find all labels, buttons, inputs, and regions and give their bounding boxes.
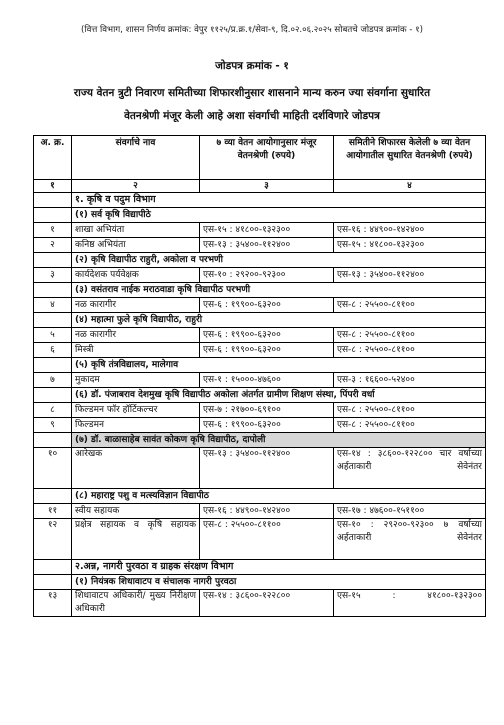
subsection-heading: (२) कृषि विद्यापीठ राहुरी, अकोला व परभणी: [72, 253, 486, 268]
cell-revised-pay-scale: एस-८ : २५५००-८११००: [334, 298, 486, 313]
subsection-heading-row: [34, 433, 486, 448]
pay-scale-table: [33, 135, 486, 617]
cell-blank: [34, 253, 72, 268]
cell-7th-pay-scale: एस-६ : १९९००-६३२००: [200, 298, 334, 313]
cell-7th-pay-scale: एस-१५ : ४१८००-१३२३००: [200, 223, 334, 238]
cell-serial: ९: [34, 418, 72, 433]
cell-cadre-name: मुकादम: [72, 373, 200, 388]
cell-blank: [34, 433, 72, 448]
cell-blank: [34, 193, 72, 208]
section-heading-row: [34, 193, 486, 208]
cell-revised-pay-scale: एस-८ : २५५००-८११००: [334, 328, 486, 343]
cell-cadre-name: नळ कारागीर: [72, 328, 200, 343]
subsection-heading-row: [34, 358, 486, 373]
section-heading: २.अन्न, नागरी पुरवठा व ग्राहक संरक्षण विभाग: [72, 560, 486, 575]
cell-serial: १२: [34, 519, 72, 560]
cell-7th-pay-scale: एस-१० : २९२००-९२३००: [200, 268, 334, 283]
table-header-row: [34, 136, 486, 180]
cell-cadre-name: नळ कारागीर: [72, 298, 200, 313]
subsection-heading-row: [34, 253, 486, 268]
cell-cadre-name: मिस्त्री: [72, 343, 200, 358]
document-title: [14, 82, 490, 128]
column-number: ३: [200, 180, 334, 193]
subsection-heading: (६) डॉ. पंजाबराव देशमुख कृषि विद्यापीठ अकोला अंतर्गत ग्रामीण शिक्षण संस्था, पिंपरी वर्धा: [72, 388, 486, 403]
table-row: [34, 448, 486, 489]
column-number-row: [34, 180, 486, 193]
section-heading: १. कृषि व पदुम विभाग: [72, 193, 486, 208]
cell-serial: १३: [34, 590, 72, 617]
table-row: [34, 590, 486, 617]
subsection-heading-row: [34, 575, 486, 590]
table-row: [34, 403, 486, 418]
section-heading-row: [34, 560, 486, 575]
cell-7th-pay-scale: एस-६ : १९९००-६३२००: [200, 328, 334, 343]
cell-cadre-name: फिल्डमन: [72, 418, 200, 433]
subsection-heading-row: [34, 208, 486, 223]
cell-blank: [34, 575, 72, 590]
table-row: [34, 328, 486, 343]
cell-cadre-name: कनिष्ठ अभियंता: [72, 238, 200, 253]
cell-blank: [34, 208, 72, 223]
cell-cadre-name: आरेखक: [72, 448, 200, 489]
subsection-heading-row: [34, 283, 486, 298]
annexure-title: जोडपत्र क्रमांक - १: [215, 60, 289, 72]
subsection-heading: (३) वसंतराव नाईक मराठवाडा कृषि विद्यापीठ परभणी: [72, 283, 486, 298]
header-revised-pay-scale: समितीने शिफारस केलेली ७ व्या वेतन आयोगातील सुधारित वेतनश्रेणी (रुपये): [334, 136, 486, 180]
cell-revised-pay-scale: एस-८ : २५५००-८११००: [334, 403, 486, 418]
cell-revised-pay-scale: एस-१७ : ४७६००-१५११००: [334, 504, 486, 519]
column-number: २: [72, 180, 200, 193]
cell-revised-pay-scale: एस-८ : २५५००-८११००: [334, 418, 486, 433]
gr-reference-line: (वित्त विभाग, शासन निर्णय क्रमांक: वेपुर ११२५/प्र.क्र.१/सेवा-९, दि.०२.०६.२०२५ सोबतचे जोडपत्र क्रमांक - १): [81, 25, 423, 35]
column-number: १: [34, 180, 72, 193]
cell-cadre-name: स्वीय सहायक: [72, 504, 200, 519]
cell-blank: [34, 489, 72, 504]
subsection-heading: (५) कृषि तंत्रविद्यालय, मालेगाव: [72, 358, 486, 373]
table-row: [34, 373, 486, 388]
cell-7th-pay-scale: एस-६ : १९९००-६३२००: [200, 343, 334, 358]
header-serial: अ. क्र.: [34, 136, 72, 180]
cell-serial: ११: [34, 504, 72, 519]
subsection-heading: (१) सर्व कृषि विद्यापीठे: [72, 208, 486, 223]
cell-7th-pay-scale: एस-६ : १९९००-६३२००: [200, 418, 334, 433]
cell-revised-pay-scale: एस-१६ : ४४९००-१४२४००: [334, 223, 486, 238]
cell-cadre-name: शाखा अभियंता: [72, 223, 200, 238]
subsection-heading: (८) महाराष्ट्र पशु व मत्स्यविज्ञान विद्यापीठ: [72, 489, 486, 504]
header-7th-pay-scale: ७ व्या वेतन आयोगानुसार मंजूर वेतनश्रेणी (रुपये): [200, 136, 334, 180]
cell-serial: २: [34, 238, 72, 253]
cell-7th-pay-scale: एस-१६ : ४४९००-१४२४००: [200, 504, 334, 519]
subsection-heading: (४) महात्मा फुले कृषि विद्यापीठ, राहुरी: [72, 313, 486, 328]
cell-serial: १०: [34, 448, 72, 489]
table-row: [34, 298, 486, 313]
document-title-line-2: वेतनश्रेणी मंजूर केली आहे अशा संवर्गाची माहिती दर्शविणारे जोडपत्र: [124, 110, 380, 122]
cell-blank: [34, 358, 72, 373]
subsection-heading: (१) नियंत्रक शिधावाटप व संचालक नागरी पुरवठा: [72, 575, 486, 590]
cell-serial: ३: [34, 268, 72, 283]
subsection-heading-row: [34, 313, 486, 328]
cell-serial: ८: [34, 403, 72, 418]
cell-7th-pay-scale: एस-१ : १५०००-४७६००: [200, 373, 334, 388]
cell-blank: [34, 560, 72, 575]
cell-revised-pay-scale: एस-१० : २९२००-९२३०० ७ वर्षाच्या अर्हताकारी सेवेनंतर: [334, 519, 486, 560]
cell-7th-pay-scale: एस-७ : २१७००-६९१००: [200, 403, 334, 418]
table-row: [34, 343, 486, 358]
cell-serial: १: [34, 223, 72, 238]
column-number: ४: [334, 180, 486, 193]
cell-blank: [34, 388, 72, 403]
cell-7th-pay-scale: एस-१३ : ३५४००-११२४००: [200, 448, 334, 489]
cell-7th-pay-scale: एस-१३ : ३५४००-११२४००: [200, 238, 334, 253]
cell-cadre-name: कार्यदेशक पर्यवेक्षक: [72, 268, 200, 283]
subsection-heading: (७) डॉ. बाळासाहेब सावंत कोकण कृषि विद्यापीठ, दापोली: [72, 433, 486, 448]
subsection-heading-row: [34, 388, 486, 403]
cell-serial: ४: [34, 298, 72, 313]
table-row: [34, 519, 486, 560]
cell-serial: ७: [34, 373, 72, 388]
header-cadre-name: संवर्गाचे नाव: [72, 136, 200, 180]
cell-revised-pay-scale: एस-१५ : ४१८००-१३२३००: [334, 590, 486, 617]
cell-cadre-name: फिल्डमन फॉर हॉर्टिकल्चर: [72, 403, 200, 418]
document-title-line-1: राज्य वेतन त्रुटी निवारण समितीच्या शिफारशीनुसार शासनाने मान्य करुन ज्या संवर्गाना सुधारित: [73, 87, 431, 99]
cell-blank: [34, 283, 72, 298]
cell-serial: ६: [34, 343, 72, 358]
cell-revised-pay-scale: एस-३ : १६६००-५२४००: [334, 373, 486, 388]
cell-7th-pay-scale: एस-८ : २५५००-८११००: [200, 519, 334, 560]
cell-cadre-name: प्रक्षेत्र सहायक व कृषि सहायक: [72, 519, 200, 560]
cell-revised-pay-scale: एस-८ : २५५००-८११००: [334, 343, 486, 358]
cell-revised-pay-scale: एस-१५ : ४१८००-१३२३००: [334, 238, 486, 253]
cell-revised-pay-scale: एस-१४ : ३८६००-१२२८०० चार वर्षाच्या अर्हताकारी सेवेनंतर: [334, 448, 486, 489]
table-row: [34, 504, 486, 519]
table-row: [34, 223, 486, 238]
table-row: [34, 268, 486, 283]
cell-7th-pay-scale: एस-१४ : ३८६००-१२२८००: [200, 590, 334, 617]
cell-revised-pay-scale: एस-१३ : ३५४००-११२४००: [334, 268, 486, 283]
table-row: [34, 238, 486, 253]
table-body: [34, 193, 486, 617]
cell-cadre-name: शिधावाटप अधिकारी/ मुख्य निरीक्षण अधिकारी: [72, 590, 200, 617]
table-row: [34, 418, 486, 433]
cell-serial: ५: [34, 328, 72, 343]
subsection-heading-row: [34, 489, 486, 504]
cell-blank: [34, 313, 72, 328]
